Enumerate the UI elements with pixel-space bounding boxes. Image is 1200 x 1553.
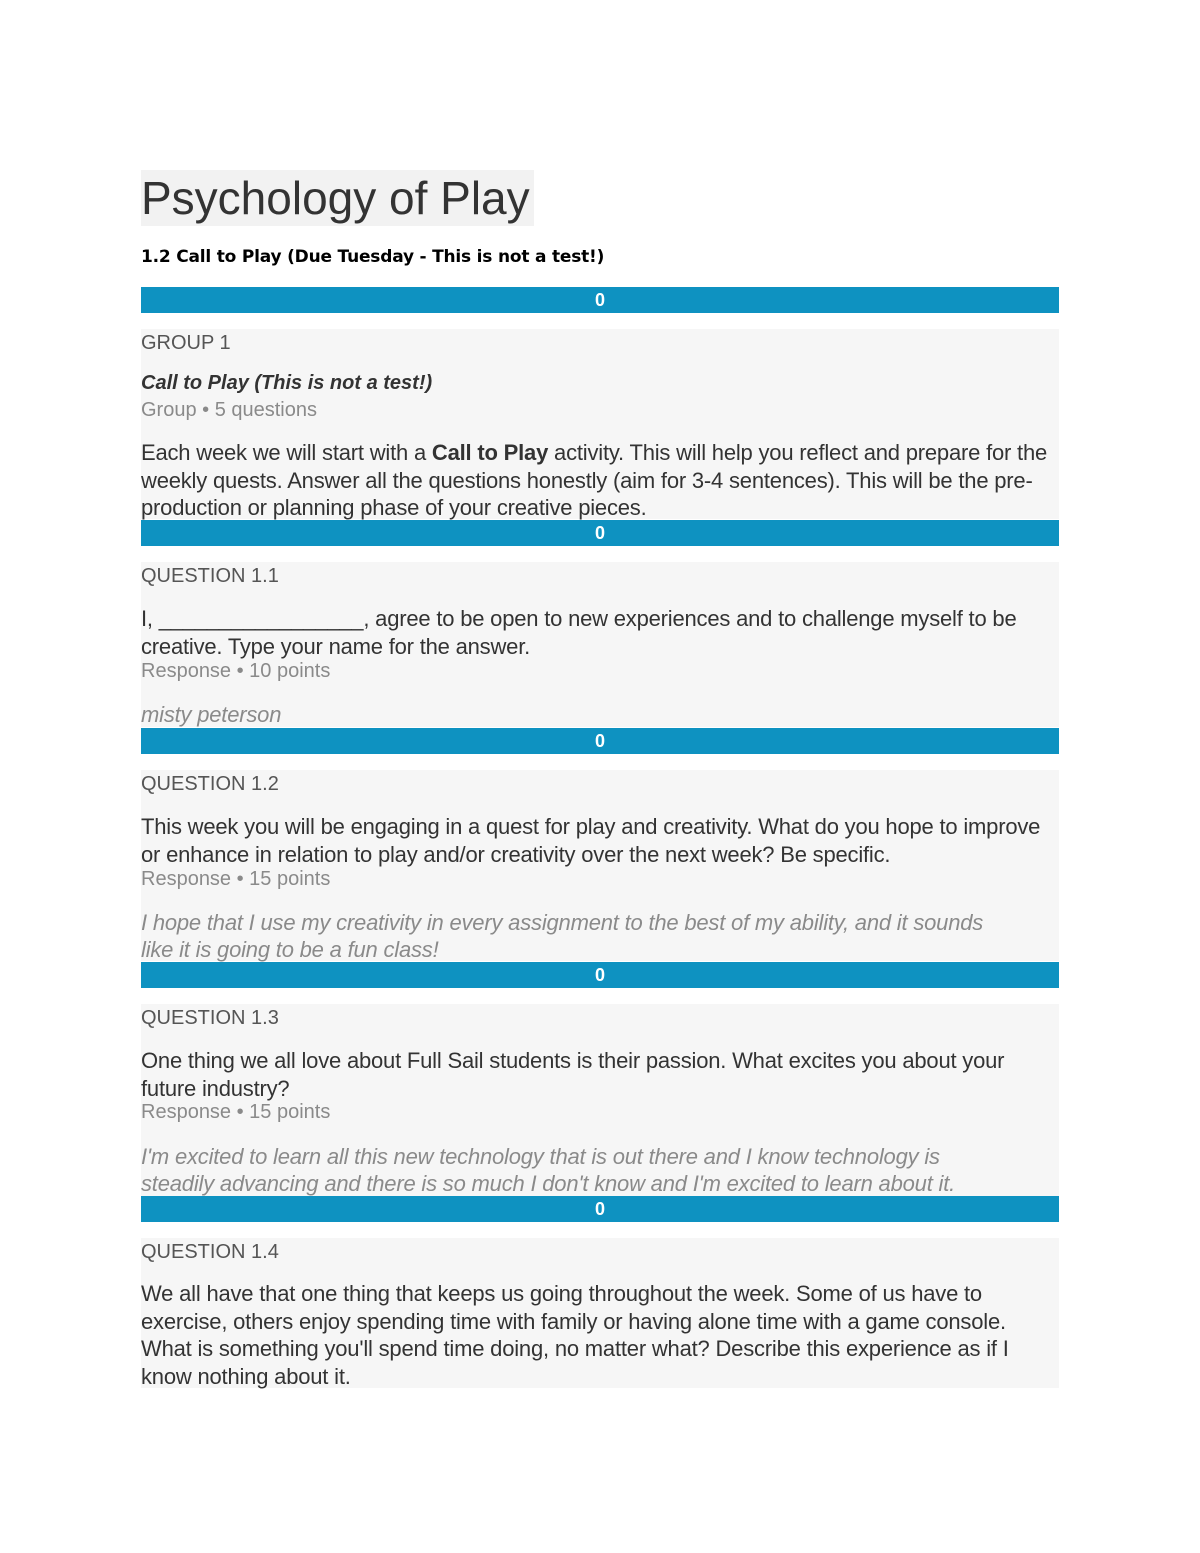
question-label: QUESTION 1.1: [141, 565, 279, 587]
assignment-subtitle: 1.2 Call to Play (Due Tuesday - This is not a test!): [141, 247, 605, 267]
group-section: [141, 329, 1059, 519]
question-answer: I hope that I use my creativity in every assignment to the best of my ability, and it sounds like it is going to be a fun class!: [141, 910, 984, 962]
question-meta: Response • 15 points: [141, 1101, 331, 1123]
score-bar: 0: [141, 520, 1059, 546]
question-answer: misty peterson: [141, 702, 282, 727]
group-intro: [141, 439, 1059, 522]
question-section-1-1: [141, 562, 1059, 727]
score-bar: 0: [141, 1196, 1059, 1222]
question-prompt: I, _________________, agree to be open to new experiences and to challenge myself to be creative. Type your name for the answer.: [141, 606, 1017, 659]
question-label: QUESTION 1.2: [141, 773, 279, 795]
group-intro-start: Each week we will start with a: [141, 440, 432, 465]
question-section-1-2: [141, 770, 1059, 961]
group-heading: Call to Play (This is not a test!): [141, 372, 433, 394]
group-meta: Group • 5 questions: [141, 399, 317, 421]
question-answer-line-2: steadily advancing and there is so much I don't know and I'm excited to learn about it.: [141, 1171, 956, 1196]
question-section-1-3: [141, 1004, 1059, 1196]
question-label: QUESTION 1.4: [141, 1241, 279, 1263]
question-prompt: We all have that one thing that keeps us going throughout the week. Some of us have to exercise, others enjoy spending time with family or having alone time with a game console. What is something you'll spend time doing, no matter what? Describe this experience as if I know nothing about it.: [141, 1281, 1009, 1389]
question-meta: Response • 15 points: [141, 868, 331, 890]
group-intro-bold: Call to Play: [431, 440, 549, 465]
question-answer-line-1: I'm excited to learn all this new technology that is out there and I know technology is: [141, 1144, 940, 1169]
question-prompt: This week you will be engaging in a quest for play and creativity. What do you hope to improve or enhance in relation to play and/or creativity over the next week? Be specific.: [141, 814, 1041, 867]
score-bar: 0: [141, 287, 1059, 313]
score-bar: 0: [141, 728, 1059, 754]
question-section-1-4: [141, 1238, 1059, 1388]
question-label: QUESTION 1.3: [141, 1007, 279, 1029]
question-meta: Response • 10 points: [141, 660, 331, 682]
question-prompt: One thing we all love about Full Sail students is their passion. What excites you about your future industry?: [141, 1048, 1005, 1101]
group-intro-end: activity. This will help you reflect and prepare for the weekly quests. Answer all the questions honestly (aim for 3-4 sentences). This will be the pre-production or planning phase of your creative pieces.: [141, 440, 1048, 520]
score-bar: 0: [141, 962, 1059, 988]
group-label: GROUP 1: [141, 332, 231, 354]
page-title: Psychology of Play: [141, 170, 534, 226]
